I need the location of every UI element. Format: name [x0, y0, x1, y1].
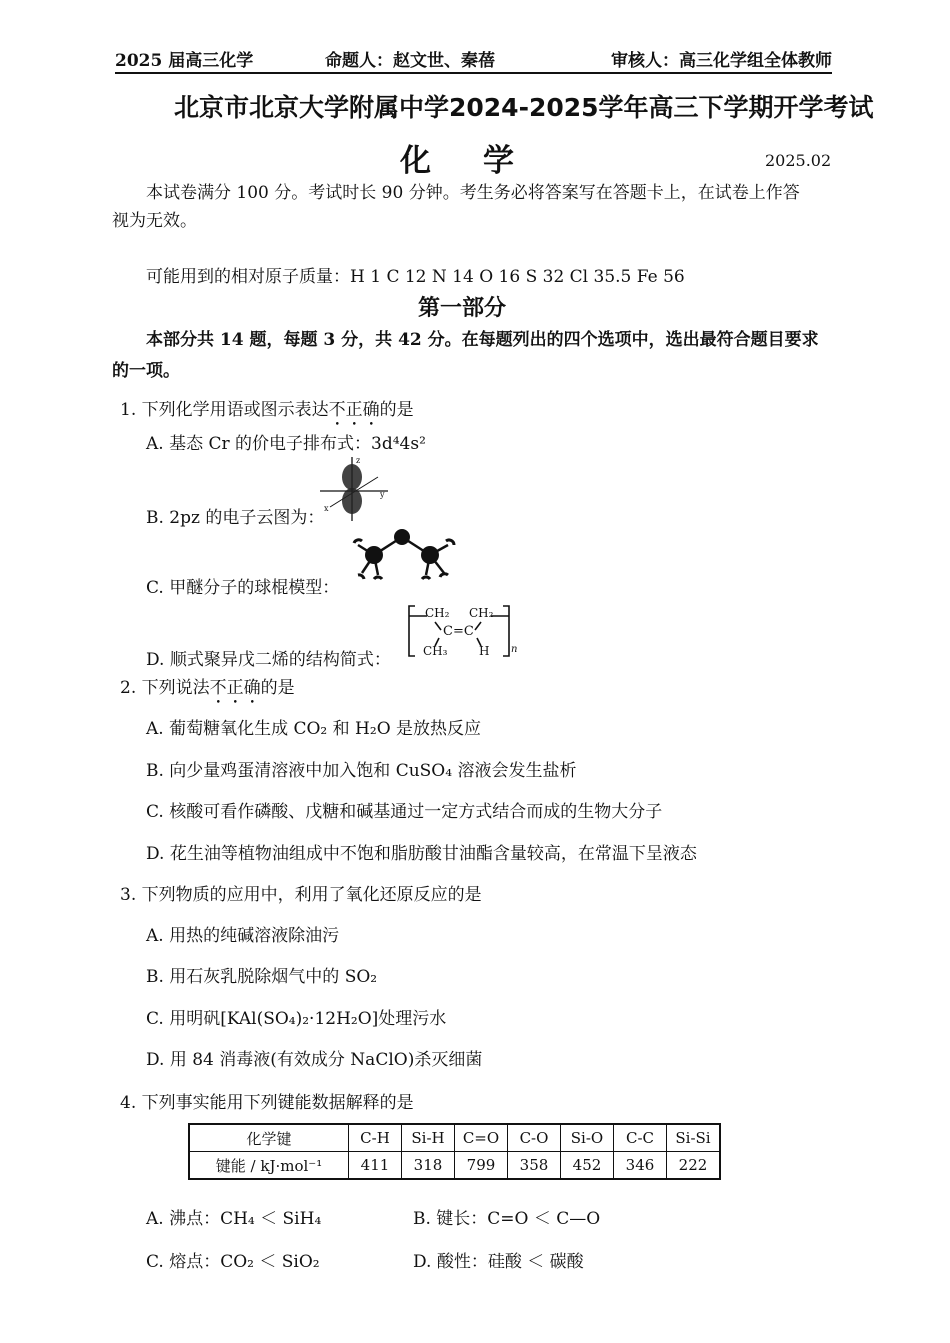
q3-stem: 3. 下列物质的应用中，利用了氧化还原反应的是 [120, 885, 482, 905]
section-desc-1: 本部分共 14 题，每题 3 分，共 42 分。在每题列出的四个选项中，选出最符合题目要求 [146, 330, 819, 350]
q2-stem-a: 2. 下列说法 [120, 678, 210, 698]
q4-option-c: C. 熔点：CO₂ ＜ SiO₂ [146, 1252, 320, 1272]
q1-option-d: D. 顺式聚异戊二烯的结构简式： [146, 650, 391, 670]
q1-option-b: B. 2pz 的电子云图为： [146, 508, 325, 528]
table-cell: Si-O [561, 1124, 614, 1152]
q4-option-d: D. 酸性：硅酸 ＜ 碳酸 [413, 1252, 584, 1272]
q4-stem: 4. 下列事实能用下列键能数据解释的是 [120, 1093, 414, 1113]
q2-option-d: D. 花生油等植物油组成中不饱和脂肪酸甘油酯含量较高，在常温下呈液态 [146, 844, 697, 864]
p-orbital-cloud-icon [318, 455, 390, 523]
formula-ch2-right: CH₂ [469, 606, 494, 620]
svg-text:x: x [324, 504, 329, 513]
q3-option-d: D. 用 84 消毒液(有效成分 NaClO)杀灭细菌 [146, 1050, 483, 1070]
table-cell: C-C [614, 1124, 667, 1152]
q2-stem [120, 673, 295, 708]
q1-stem-emphasis: 不正确 [328, 400, 380, 420]
formula-h: H [479, 644, 490, 658]
table-cell: C-H [349, 1124, 402, 1152]
q2-option-b: B. 向少量鸡蛋清溶液中加入饱和 CuSO₄ 溶液会发生盐析 [146, 761, 577, 781]
table-cell: C-O [508, 1124, 561, 1152]
formula-ch2-left: CH₂ [425, 606, 450, 620]
table-cell: Si-H [402, 1124, 455, 1152]
table-row-bonds [189, 1124, 720, 1152]
formula-double-bond: C=C [443, 624, 474, 639]
atomic-mass-line: 可能用到的相对原子质量：H 1 C 12 N 14 O 16 S 32 Cl 35.5 Fe 56 [146, 267, 685, 287]
formula-ch3: CH₃ [423, 644, 448, 658]
table-cell: 411 [349, 1152, 402, 1180]
header-authors: 命题人：赵文世、秦蓓 [325, 51, 495, 71]
section-desc-2: 的一项。 [112, 361, 180, 381]
subject-title: 化学 [400, 143, 566, 179]
table-header-cell: 键能 / kJ·mol⁻¹ [189, 1152, 349, 1180]
ball-and-stick-model-icon [348, 523, 460, 585]
exam-title: 北京市北京大学附属中学2024-2025学年高三下学期开学考试 [174, 93, 874, 122]
header-grade: 2025 届高三化学 [115, 51, 254, 71]
q2-stem-b: 的是 [260, 678, 295, 698]
polyisoprene-formula [405, 600, 518, 662]
q2-option-c: C. 核酸可看作磷酸、戊糖和碱基通过一定方式结合而成的生物大分子 [146, 802, 663, 822]
table-cell: Si-Si [667, 1124, 721, 1152]
q4-option-b: B. 键长：C=O ＜ C—O [413, 1209, 601, 1229]
table-cell: 346 [614, 1152, 667, 1180]
table-cell: 318 [402, 1152, 455, 1180]
q1-stem-a: 1. 下列化学用语或图示表达 [120, 400, 329, 420]
q4-option-a: A. 沸点：CH₄ ＜ SiH₄ [146, 1209, 322, 1229]
table-row-energies [189, 1152, 720, 1180]
table-cell: C=O [455, 1124, 508, 1152]
svg-text:z: z [356, 456, 361, 465]
section-title: 第一部分 [418, 295, 507, 321]
page-header [115, 38, 832, 74]
table-cell: 452 [561, 1152, 614, 1180]
q2-option-a: A. 葡萄糖氧化生成 CO₂ 和 H₂O 是放热反应 [146, 719, 482, 739]
formula-n: n [511, 644, 518, 655]
table-cell: 799 [455, 1152, 508, 1180]
intro-line-2: 视为无效。 [112, 211, 197, 231]
exam-date: 2025.02 [765, 151, 832, 170]
table-cell: 358 [508, 1152, 561, 1180]
q3-option-c: C. 用明矾[KAl(SO₄)₂·12H₂O]处理污水 [146, 1009, 447, 1029]
q3-option-a: A. 用热的纯碱溶液除油污 [146, 926, 340, 946]
table-cell: 222 [667, 1152, 721, 1180]
q1-option-a: A. 基态 Cr 的价电子排布式：3d⁴4s² [146, 434, 426, 454]
q3-option-b: B. 用石灰乳脱除烟气中的 SO₂ [146, 967, 378, 987]
intro-line-1: 本试卷满分 100 分。考试时长 90 分钟。考生务必将答案写在答题卡上，在试卷上作答 [146, 183, 800, 203]
bond-energy-table [188, 1123, 721, 1180]
q2-stem-emphasis: 不正确 [209, 678, 261, 698]
q1-stem [120, 395, 414, 430]
table-header-cell: 化学键 [189, 1124, 349, 1152]
header-reviewers: 审核人：高三化学组全体教师 [611, 51, 832, 71]
q1-stem-b: 的是 [379, 400, 414, 420]
svg-text:y: y [380, 490, 385, 499]
q1-option-c: C. 甲醚分子的球棍模型： [146, 578, 340, 598]
